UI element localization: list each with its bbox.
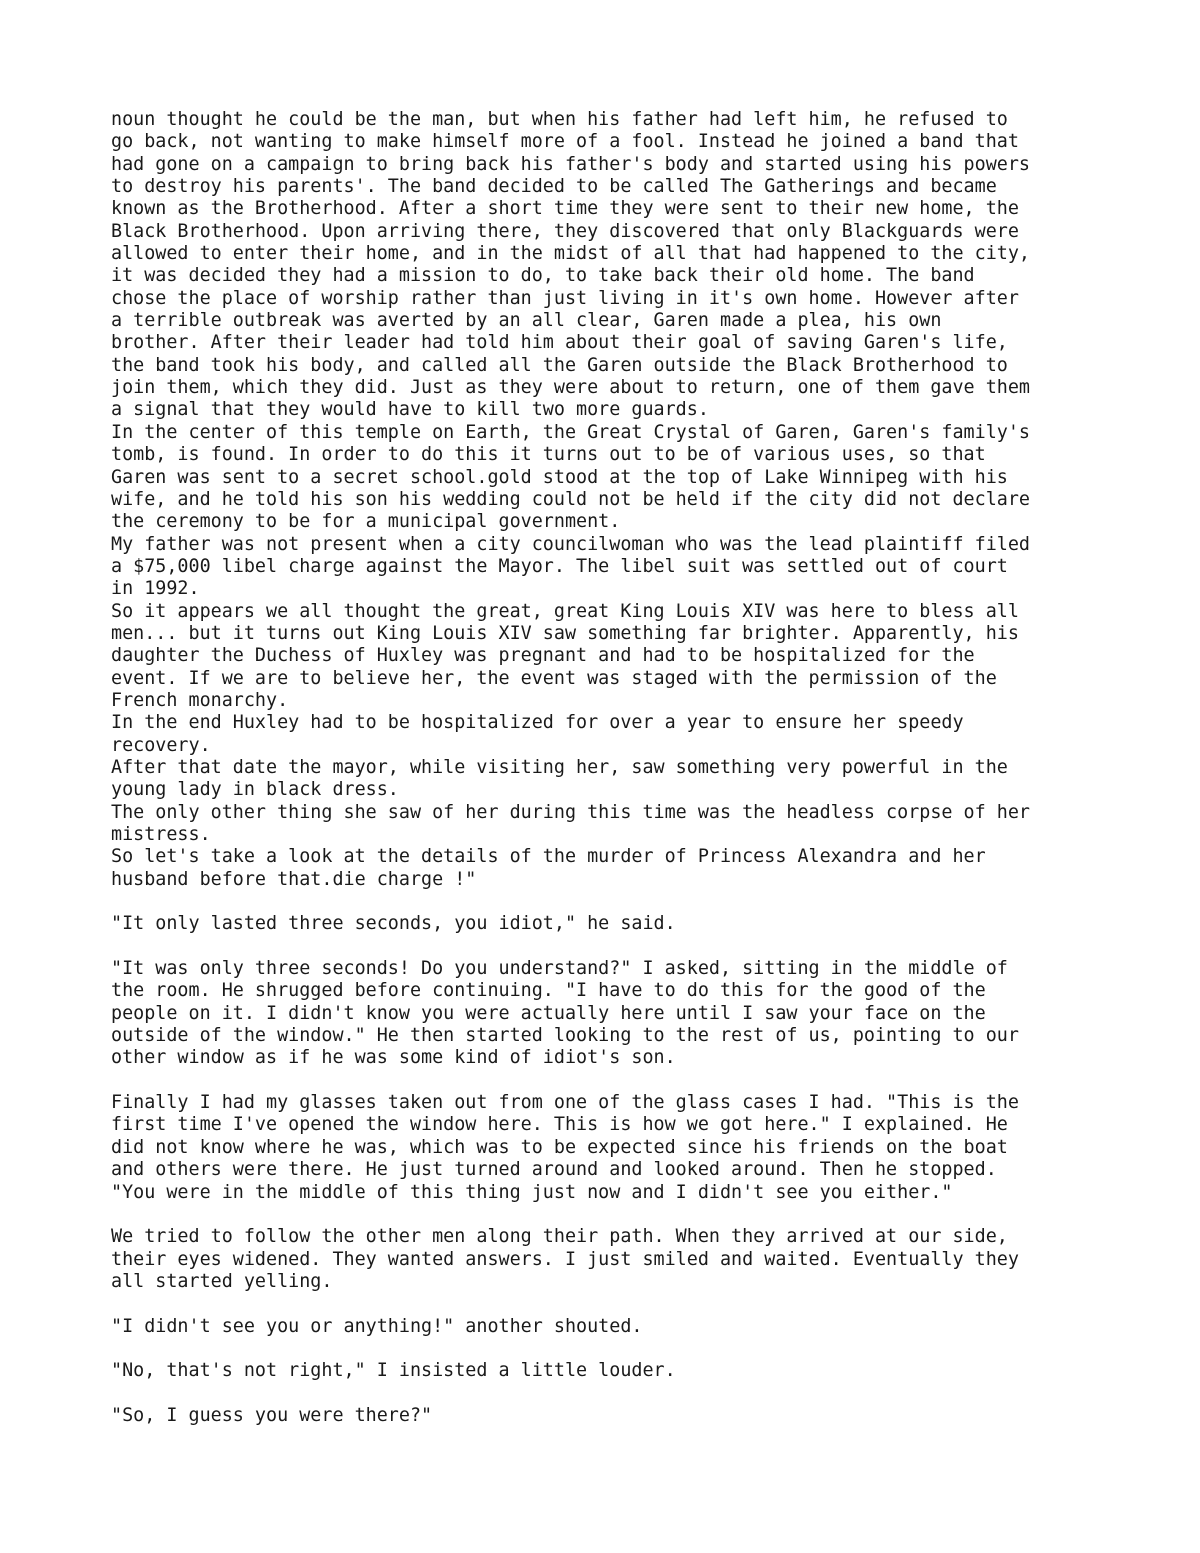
text-line: mistress. xyxy=(111,824,211,845)
text-line: wife, and he told his son his wedding could not be held if the city did not declare xyxy=(111,488,1030,510)
text-line: chose the place of worship rather than just living in it's own home. However after xyxy=(111,287,1019,309)
text-line: "It only lasted three seconds, you idiot," he said. xyxy=(111,913,676,935)
text-line: So it appears we all thought the great, great King Louis XIV was here to bless all xyxy=(111,600,1019,622)
text-line: young lady in black dress. xyxy=(111,779,399,801)
text-line: and others were there. He just turned around and looked around. Then he stopped. xyxy=(111,1159,997,1181)
text-line: their eyes widened. They wanted answers. I just smiled and waited. Eventually they xyxy=(111,1248,1019,1270)
text-line: the band took his body, and called all the Garen outside the Black Brotherhood to xyxy=(111,354,1008,376)
text-line: in 1992. xyxy=(111,578,200,600)
text-line: to destroy his parents'. The band decided to be called The Gatherings and became xyxy=(111,176,997,198)
text-line: the room. He shrugged before continuing. "I have to do this for the good of the xyxy=(111,980,986,1002)
text-line: "It was only three seconds! Do you understand?" I asked, sitting in the middle of xyxy=(111,958,1008,980)
blank-line xyxy=(111,1204,1111,1226)
blank-line xyxy=(111,936,1111,958)
text-line: Black Brotherhood. Upon arriving there, they discovered that only Blackguards were xyxy=(111,220,1019,242)
text-line: people on it. I didn't know you were actually here until I saw your face on the xyxy=(111,1002,986,1024)
text-line: "You were in the middle of this thing just now and I didn't see you either." xyxy=(111,1181,953,1203)
text-line: daughter the Duchess of Huxley was pregnant and had to be hospitalized for the xyxy=(111,645,975,667)
text-line: a signal that they would have to kill two more guards. xyxy=(111,399,709,421)
text-line: all started yelling. xyxy=(111,1270,333,1292)
text-line: join them, which they did. Just as they were about to return, one of them gave them xyxy=(111,377,1030,399)
text-line: husband before that.die charge !" xyxy=(111,868,477,890)
text-line: had gone on a campaign to bring back his father's body and started using his powers xyxy=(111,153,1030,175)
text-line: In the center of this temple on Earth, the Great Crystal of Garen, Garen's family's xyxy=(111,421,1030,443)
text-line: men... but it turns out King Louis XIV saw something far brighter. Apparently, his xyxy=(111,622,1019,644)
text-line: noun thought he could be the man, but when his father had left him, he refused to xyxy=(111,109,1008,130)
text-line: did not know where he was, which was to be expected since his friends on the boat xyxy=(111,1136,1008,1158)
text-line: it was decided they had a mission to do, to take back their old home. The band xyxy=(111,265,975,287)
text-line: recovery. xyxy=(111,734,211,756)
text-line: My father was not present when a city councilwoman who was the lead plaintiff filed xyxy=(111,533,1030,555)
blank-line xyxy=(111,1383,1111,1405)
text-line: The only other thing she saw of her during this time was the headless corpse of her xyxy=(111,801,1030,823)
text-line: known as the Brotherhood. After a short time they were sent to their new home, the xyxy=(111,198,1019,220)
text-line: first time I've opened the window here. This is how we got here." I explained. He xyxy=(111,1114,1008,1136)
body-text xyxy=(111,109,1111,1427)
text-line: event. If we are to believe her, the event was staged with the permission of the xyxy=(111,667,997,689)
blank-line xyxy=(111,891,1111,913)
text-line: "I didn't see you or anything!" another shouted. xyxy=(111,1315,643,1337)
blank-line xyxy=(111,1070,1111,1092)
text-line: So let's take a look at the details of the murder of Princess Alexandra and her xyxy=(111,846,986,868)
text-line: brother. After their leader had told him about their goal of saving Garen's life, xyxy=(111,332,1008,354)
text-line: In the end Huxley had to be hospitalized for over a year to ensure her speedy xyxy=(111,712,964,734)
text-line: After that date the mayor, while visiting her, saw something very powerful in the xyxy=(111,756,1008,778)
text-line: Finally I had my glasses taken out from one of the glass cases I had. "This is the xyxy=(111,1092,1019,1114)
text-line: a $75,000 libel charge against the Mayor. The libel suit was settled out of court xyxy=(111,555,1008,577)
text-line: go back, not wanting to make himself more of a fool. Instead he joined a band that xyxy=(111,131,1019,153)
text-line: a terrible outbreak was averted by an all clear, Garen made a plea, his own xyxy=(111,310,942,332)
text-line: allowed to enter their home, and in the midst of all that had happened to the city, xyxy=(111,243,1030,265)
text-line: outside of the window." He then started looking to the rest of us, pointing to our xyxy=(111,1025,1019,1047)
text-line: tomb, is found. In order to do this it turns out to be of various uses, so that xyxy=(111,444,986,466)
text-line: other window as if he was some kind of idiot's son. xyxy=(111,1047,676,1069)
blank-line xyxy=(111,1338,1111,1360)
text-line: We tried to follow the other men along their path. When they arrived at our side, xyxy=(111,1226,1008,1248)
text-line: "So, I guess you were there?" xyxy=(111,1404,433,1426)
text-line: the ceremony to be for a municipal government. xyxy=(111,511,621,533)
text-line: Garen was sent to a secret school.gold stood at the top of Lake Winnipeg with his xyxy=(111,466,1008,488)
blank-line xyxy=(111,1293,1111,1315)
text-line: French monarchy. xyxy=(111,689,289,711)
text-line: "No, that's not right," I insisted a little louder. xyxy=(111,1360,676,1382)
